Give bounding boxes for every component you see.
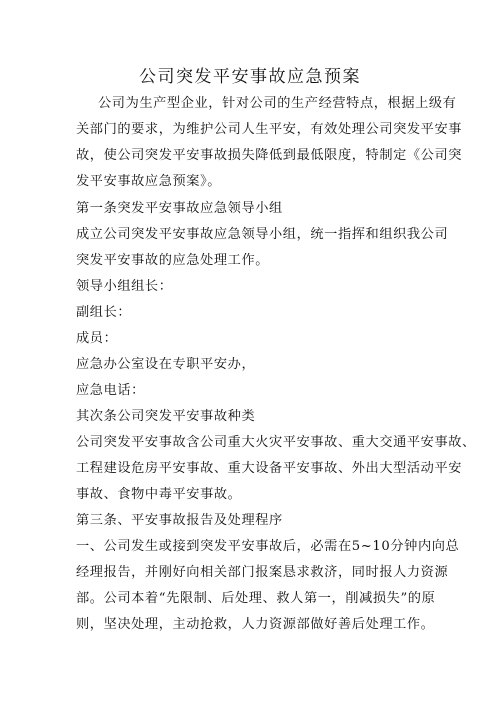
- paragraph-line: 发平安事故应急预案》。: [76, 174, 222, 189]
- paragraph-line: 工程建设危房平安事故、重大设备平安事故、外出大型活动平安: [76, 461, 463, 476]
- paragraph-line: 关部门的要求，为维护公司人生平安，有效处理公司突发平安事: [76, 122, 463, 137]
- paragraph-line: 公司为生产型企业，针对公司的生产经营特点，根据上级有: [98, 96, 457, 111]
- paragraph-line: 应急办公室设在专职平安办，: [76, 357, 256, 372]
- paragraph-line: 则，坚决处理，主动抢救，人力资源部做好善后处理工作。: [76, 617, 435, 632]
- paragraph-line: 事故、食物中毒平安事故。: [76, 487, 242, 502]
- paragraph-line: 突发平安事故的应急处理工作。: [76, 253, 270, 268]
- paragraph-line: 一、公司发生或接到突发平安事故后，必需在5~10分钟内向总: [76, 539, 460, 554]
- paragraph-line: 故，使公司突发平安事故损失降低到最低限度，特制定《公司突: [76, 148, 463, 163]
- field-line: 领导小组组长：: [76, 279, 173, 294]
- field-line: 成员：: [76, 331, 118, 346]
- section-heading: 其次条公司突发平安事故种类: [76, 409, 256, 424]
- paragraph-line: 成立公司突发平安事故应急领导小组，统一指挥和组织我公司: [76, 227, 449, 242]
- field-line: 应急电话：: [76, 383, 145, 398]
- paragraph-line: 公司突发平安事故含公司重大火灾平安事故、重大交通平安事故、: [76, 435, 476, 450]
- section-heading: 第一条突发平安事故应急领导小组: [76, 201, 283, 216]
- field-line: 副组长：: [76, 305, 132, 320]
- document-title: 公司突发平安事故应急预案: [139, 67, 361, 87]
- paragraph-line: 经理报告，并刚好向相关部门报案恳求救济，同时报人力资源: [76, 565, 449, 580]
- section-heading: 第三条、平安事故报告及处理程序: [76, 513, 283, 528]
- paragraph-line: 部。公司本着“先限制、后处理、救人第一，削减损失”的原: [76, 591, 436, 606]
